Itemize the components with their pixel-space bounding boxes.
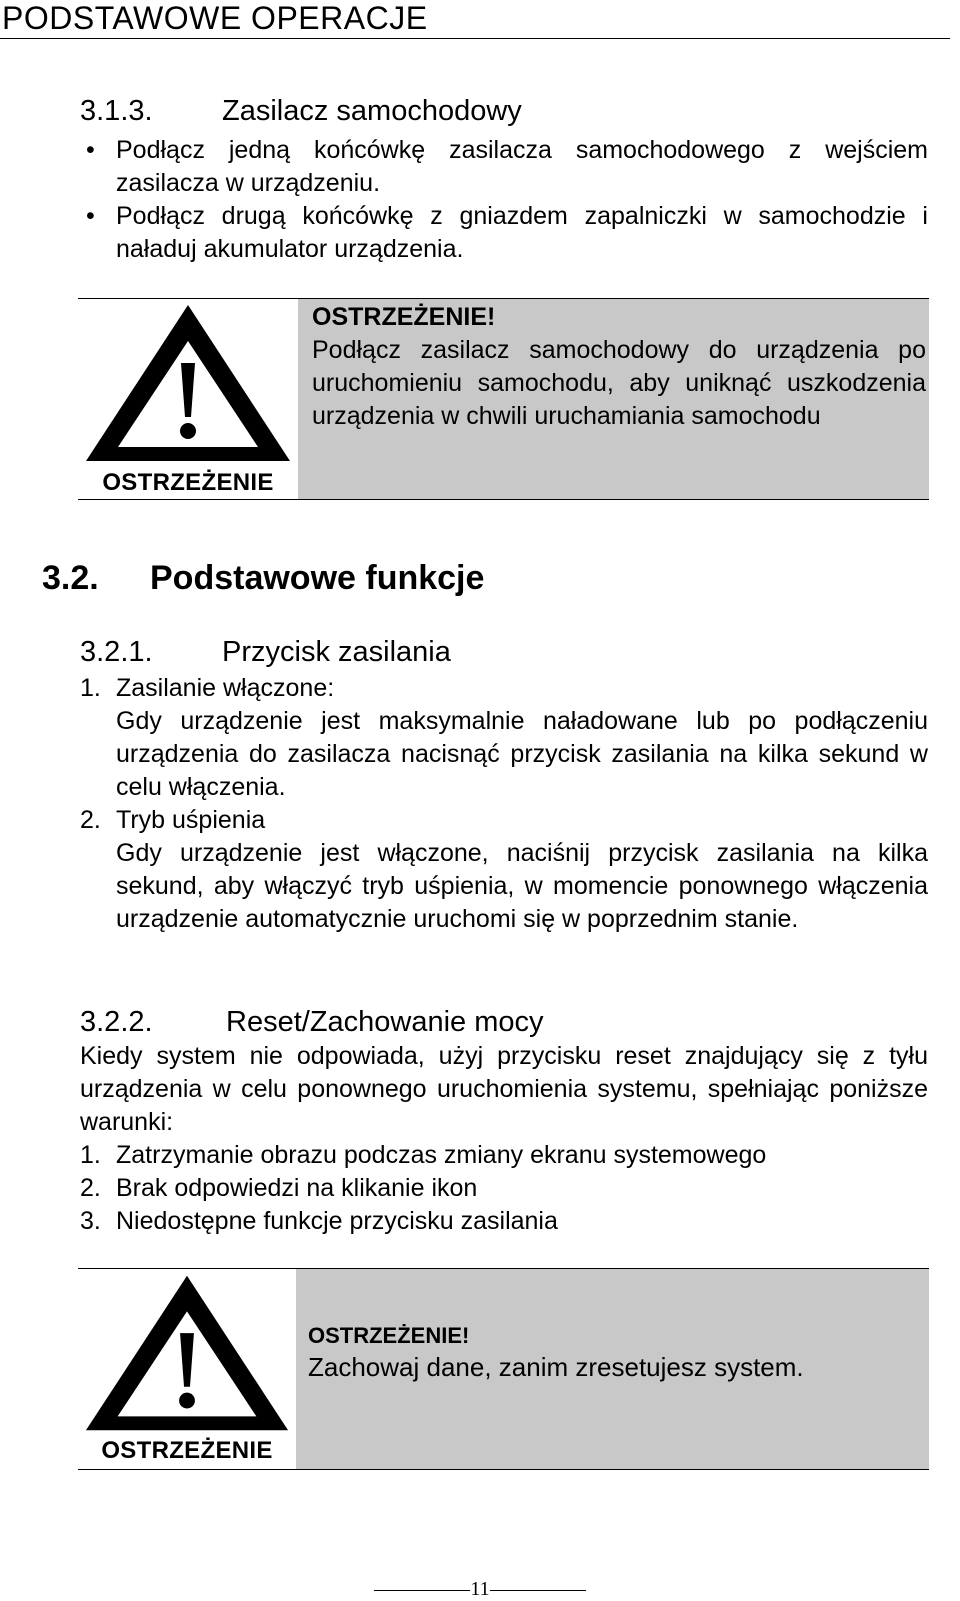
page-footer	[0, 1578, 960, 1601]
page-header-title: PODSTAWOWE OPERACJE	[2, 0, 428, 36]
footer-rule-right	[490, 1590, 586, 1591]
list-item: 3. Niedostępne funkcje przycisku zasilania	[80, 1207, 558, 1235]
section-322-heading	[80, 1005, 544, 1039]
warning-box-1	[78, 298, 929, 500]
warning-label-2: OSTRZEŻENIE	[101, 1437, 273, 1464]
section-322-number: 3.2.2.	[80, 1006, 153, 1038]
page-number: 11	[470, 1578, 490, 1600]
list-item: 2. Brak odpowiedzi na klikanie ikon	[80, 1174, 478, 1202]
warning-text-panel-2	[296, 1269, 929, 1469]
section-313-title: Zasilacz samochodowy	[222, 95, 522, 127]
section-32-title: Podstawowe funkcje	[150, 559, 485, 597]
warning-box-2	[78, 1268, 929, 1470]
section-313-number: 3.1.3.	[80, 95, 153, 127]
bullet-icon: •	[86, 136, 95, 164]
bullet-icon: •	[86, 202, 95, 230]
warning-text-panel-1	[298, 299, 929, 499]
warning-text-1: Podłącz zasilacz samochodowy do urządzenia po uruchomieniu samochodu, aby uniknąć uszkodzenia urządzenia w chwili uruchamiania samochodu	[312, 336, 926, 430]
list-item: • Podłącz drugą końcówkę z gniazdem zapalniczki w samochodzie i naładuj akumulator urządzenia.	[86, 202, 928, 263]
footer-rule-left	[374, 1590, 470, 1591]
warning-triangle-icon	[78, 301, 298, 466]
section-321-heading	[80, 635, 451, 669]
warning-title-1: OSTRZEŻENIE!	[312, 303, 496, 331]
list-item: • Podłącz jedną końcówkę zasilacza samochodowego z wejściem zasilacza w urządzeniu.	[86, 136, 928, 197]
list-item: 2. Tryb uśpienia Gdy urządzenie jest włączone, naciśnij przycisk zasilania na kilka sekund, aby włączyć tryb uśpienia, w momencie ponownego włączenia urządzenie automatycznie uruchomi się w poprzednim stanie.	[80, 806, 928, 933]
warning-icon-panel	[78, 1269, 296, 1469]
section-322-intro: Kiedy system nie odpowiada, użyj przycisku reset znajdujący się z tyłu urządzenia w celu ponownego uruchomienia systemu, spełniając poniższe warunki:	[80, 1042, 928, 1136]
warning-label-1: OSTRZEŻENIE	[102, 469, 274, 496]
section-32-heading	[42, 558, 484, 598]
section-321-list	[80, 672, 928, 936]
section-313-bullets	[80, 134, 928, 266]
warning-triangle-icon	[78, 1271, 296, 1436]
header-rule	[0, 38, 950, 39]
warning-icon-panel	[78, 299, 298, 499]
section-313-heading	[80, 94, 522, 128]
list-item: 1. Zasilanie włączone: Gdy urządzenie jest maksymalnie naładowane lub po podłączeniu urządzenia do zasilacza nacisnąć przycisk zasilania na kilka sekund w celu włączenia.	[80, 674, 928, 801]
section-322-title: Reset/Zachowanie mocy	[226, 1006, 544, 1038]
section-322-list	[80, 1139, 928, 1238]
section-321-number: 3.2.1.	[80, 636, 153, 668]
list-item: 1. Zatrzymanie obrazu podczas zmiany ekranu systemowego	[80, 1141, 767, 1169]
warning-text-2: Zachowaj dane, zanim zresetujesz system.	[308, 1352, 804, 1382]
warning-title-2: OSTRZEŻENIE!	[308, 1323, 470, 1348]
section-321-title: Przycisk zasilania	[222, 636, 451, 668]
section-32-number: 3.2.	[42, 559, 99, 597]
